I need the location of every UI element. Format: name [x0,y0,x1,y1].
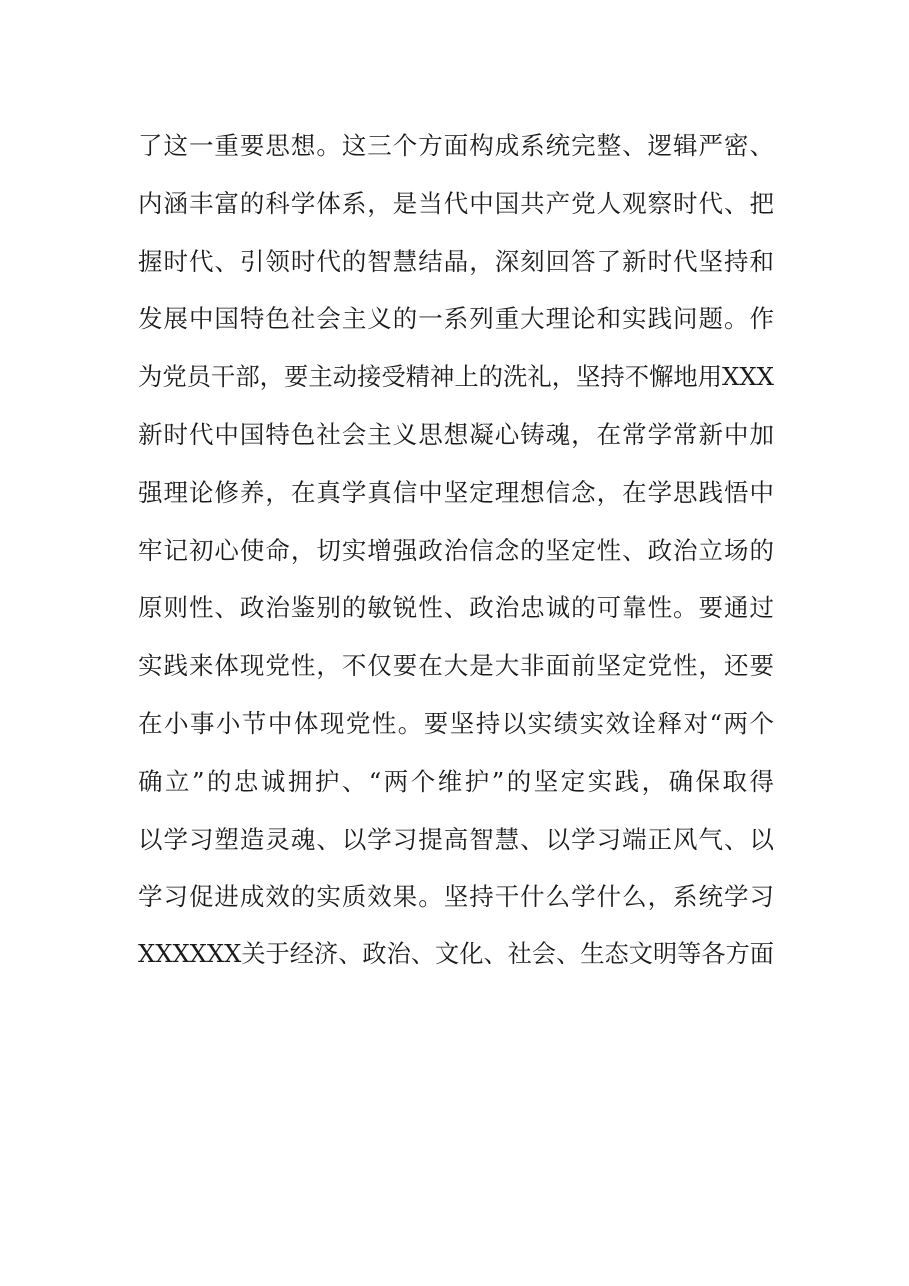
text-line: 在小事小节中体现党性。要坚持以实绩实效诠释对“两个 [138,708,774,738]
text-line: 了这一重要思想。这三个方面构成系统完整、逻辑严密、 [138,131,774,160]
text-line: 新时代中国特色社会主义思想凝心铸魂，在常学常新中加 [138,419,774,449]
text-line: 实践来体现党性，不仅要在大是大非面前坚定党性，还要 [138,651,774,681]
text-line: 握时代、引领时代的智慧结晶，深刻回答了新时代坚持和 [138,246,774,276]
text-line: 原则性、政治鉴别的敏锐性、政治忠诚的可靠性。要通过 [138,593,774,623]
text-line: 牢记初心使命，切实增强政治信念的坚定性、政治立场的 [138,535,774,565]
text-line: 强理论修养，在真学真信中坚定理想信念，在学思践悟中 [138,477,774,507]
text-line: XXXXXX关于经济、政治、文化、社会、生态文明等各方面 [138,940,774,969]
text-line: 学习促进成效的实质效果。坚持干什么学什么，系统学习 [138,882,774,912]
text-line: 为党员干部，要主动接受精神上的洗礼，坚持不懈地用XXX [138,362,774,392]
body-paragraph [138,117,774,984]
text-line: 以学习塑造灵魂、以学习提高智慧、以学习端正风气、以 [138,824,774,854]
text-line: 内涵丰富的科学体系，是当代中国共产党人观察时代、把 [138,188,774,218]
text-line: 发展中国特色社会主义的一系列重大理论和实践问题。作 [138,304,774,334]
text-line: 确立”的忠诚拥护、“两个维护”的坚定实践，确保取得 [138,766,774,796]
